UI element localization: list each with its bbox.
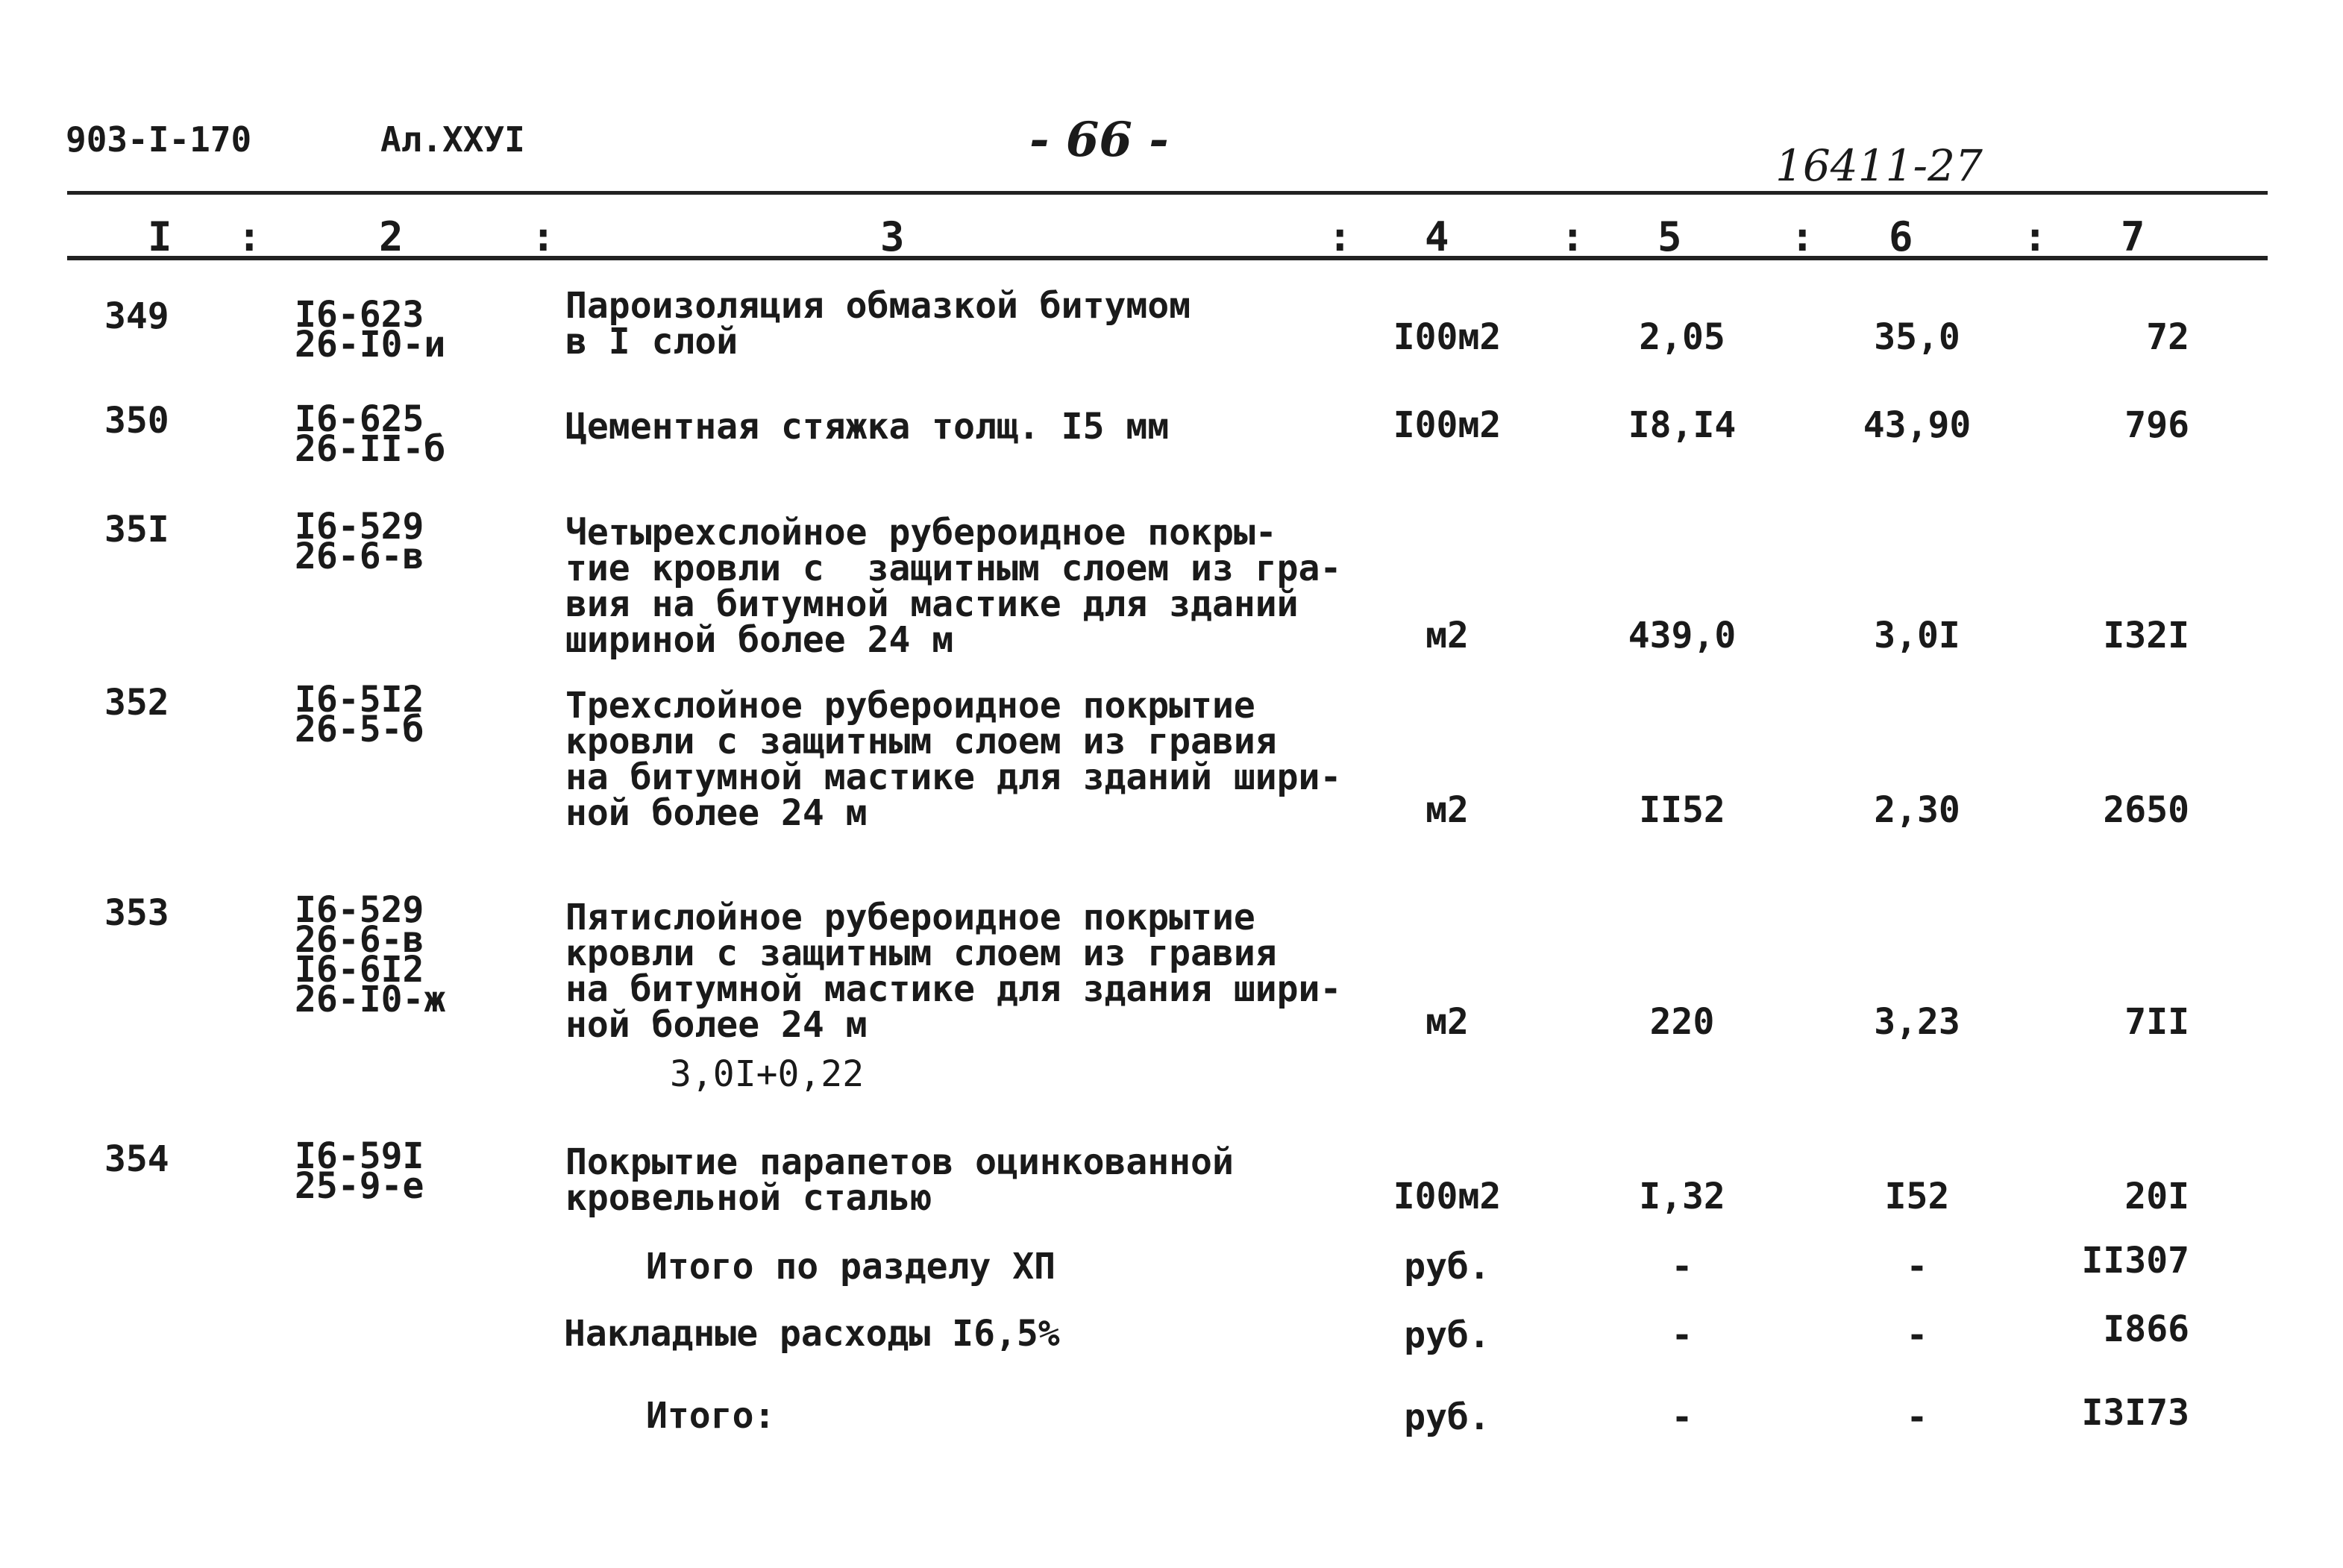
row-quantity: I,32 (1639, 1176, 1725, 1217)
row-total: 20I (2124, 1176, 2189, 1217)
column-separator: : (1790, 213, 1815, 260)
row-description: Трехслойное рубероидное покрытие кровли с защитным слоем из гравия на битумной мастике для зданий шири- ной более 24 м (565, 685, 1342, 834)
summary-unit: руб. (1404, 1396, 1490, 1438)
row-codes: I6-529 26-6-в I6-6I2 26-I0-ж (295, 889, 446, 1020)
row-total: 72 (2146, 316, 2189, 358)
row-codes: I6-5I2 26-5-б (295, 679, 424, 750)
summary-total: II307 (2081, 1240, 2189, 1282)
summary-quantity: - (1671, 1314, 1693, 1356)
summary-total: I3I73 (2081, 1392, 2189, 1434)
summary-total: I866 (2103, 1308, 2189, 1350)
header-rule-top (67, 191, 2268, 195)
row-unit-price: 35,0 (1874, 316, 1960, 358)
summary-unit-price: - (1906, 1314, 1928, 1356)
column-heading-7: 7 (2121, 213, 2145, 260)
row-quantity: I8,I4 (1628, 404, 1737, 446)
page-number: - 66 - (1029, 112, 1169, 168)
row-description: Пароизоляция обмазкой битумом в I слой (565, 285, 1191, 363)
summary-quantity: - (1671, 1246, 1693, 1288)
summary-unit-price: - (1906, 1246, 1928, 1288)
row-number: 354 (104, 1138, 169, 1180)
row-unit-price: I52 (1884, 1176, 1950, 1217)
summary-unit: руб. (1404, 1246, 1490, 1288)
row-description: Покрытие парапетов оцинкованной кровельной сталью (565, 1141, 1234, 1219)
column-heading-1: I (148, 213, 172, 260)
row-number: 349 (104, 295, 169, 337)
column-separator: : (1328, 213, 1352, 260)
row-description: Цементная стяжка толщ. I5 мм (565, 406, 1170, 448)
row-unit: м2 (1425, 789, 1469, 831)
row-number: 35I (104, 509, 169, 551)
row-unit: м2 (1425, 1001, 1469, 1043)
row-unit: I00м2 (1393, 316, 1502, 358)
row-number: 352 (104, 682, 169, 724)
column-separator: : (237, 213, 262, 260)
row-total: 7II (2124, 1001, 2189, 1043)
summary-unit: руб. (1404, 1314, 1490, 1356)
row-codes: I6-623 26-I0-и (295, 294, 446, 366)
row-quantity: 439,0 (1628, 615, 1737, 656)
row-calculation-note: 3,0I+0,22 (670, 1053, 865, 1095)
row-unit: I00м2 (1393, 1176, 1502, 1217)
row-description: Четырехслойное рубероидное покры- тие кровли с защитным слоем из гра- вия на битумной мастике для зданий шириной более 24 м (565, 512, 1342, 661)
row-number: 353 (104, 892, 169, 934)
column-separator: : (2023, 213, 2048, 260)
column-separator: : (531, 213, 556, 260)
row-quantity: 2,05 (1639, 316, 1725, 358)
row-total: I32I (2103, 615, 2189, 656)
row-codes: I6-625 26-II-б (295, 398, 446, 470)
summary-quantity: - (1671, 1396, 1693, 1438)
row-unit-price: 3,0I (1874, 615, 1960, 656)
row-quantity: 220 (1649, 1001, 1715, 1043)
row-unit-price: 2,30 (1874, 789, 1960, 831)
column-separator: : (1561, 213, 1585, 260)
row-unit: I00м2 (1393, 404, 1502, 446)
row-total: 796 (2124, 404, 2189, 446)
column-heading-5: 5 (1657, 213, 1682, 260)
row-description: Пятислойное рубероидное покрытие кровли с защитным слоем из гравия на битумной мастике для здания шири- ной более 24 м (565, 897, 1342, 1046)
summary-unit-price: - (1906, 1396, 1928, 1438)
row-total: 2650 (2103, 789, 2189, 831)
column-heading-6: 6 (1889, 213, 1913, 260)
row-number: 350 (104, 400, 169, 442)
summary-label: Итого: (646, 1395, 776, 1437)
summary-label: Итого по разделу XП (646, 1246, 1056, 1288)
row-codes: I6-59I 25-9-е (295, 1135, 424, 1207)
row-quantity: II52 (1639, 789, 1725, 831)
row-unit-price: 43,90 (1863, 404, 1972, 446)
summary-label: Накладные расходы I6,5% (564, 1313, 1060, 1355)
document-code: 903-I-170 (66, 119, 252, 160)
row-unit: м2 (1425, 615, 1469, 656)
column-heading-2: 2 (379, 213, 404, 260)
row-codes: I6-529 26-6-в (295, 506, 424, 577)
album-number: Ал.XXУI (380, 119, 525, 160)
row-unit-price: 3,23 (1874, 1001, 1960, 1043)
column-heading-4: 4 (1425, 213, 1449, 260)
sheet-code: 16411-27 (1775, 140, 1983, 191)
column-heading-3: 3 (880, 213, 905, 260)
